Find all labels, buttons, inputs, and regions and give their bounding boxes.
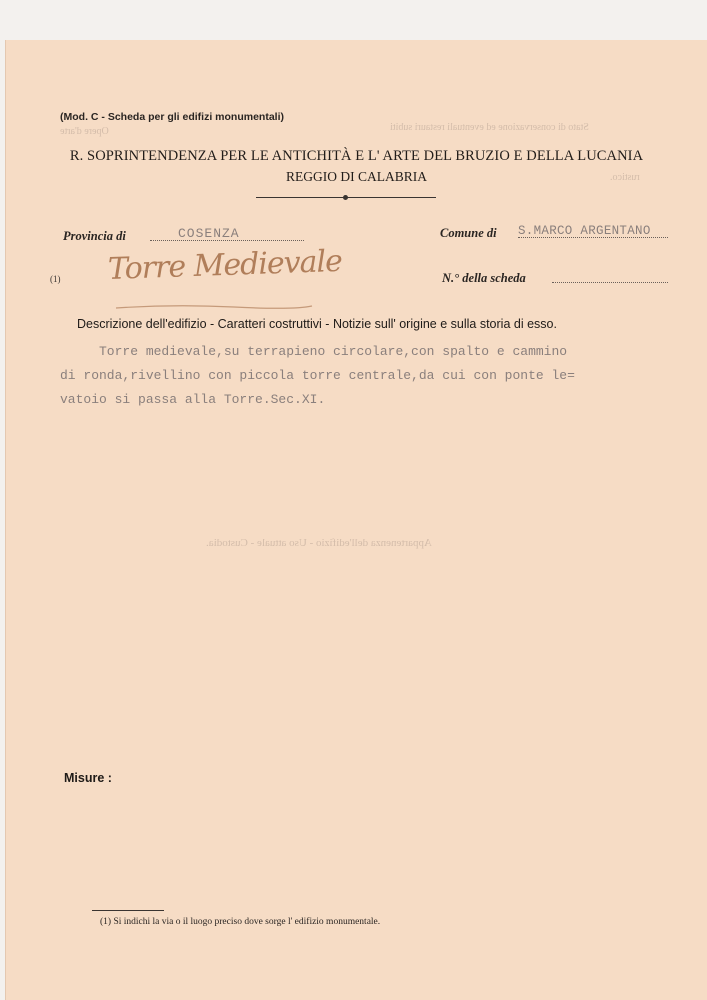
measures-label: Misure : <box>64 771 112 785</box>
typed-line: vatoio si passa alla Torre.Sec.XI. <box>60 392 326 407</box>
scheda-dotted-line <box>552 282 668 283</box>
handwriting-flourish <box>114 302 314 312</box>
bleed-through-text: Opere d'arte <box>60 126 109 137</box>
institution-heading: R. SOPRINTENDENZA PER LE ANTICHITÀ E L' ARTE DEL BRUZIO E DELLA LUCANIA <box>69 148 644 164</box>
form-model-label: (Mod. C - Scheda per gli edifizi monumentali) <box>60 111 285 123</box>
institution-city: REGGIO DI CALABRIA <box>286 169 427 184</box>
typed-line: Torre medievale,su terrapieno circolare,con spalto e cammino <box>60 344 568 359</box>
scheda-number-label: N.° della scheda <box>442 271 526 285</box>
bleed-through-text: rustico. <box>610 172 640 183</box>
location-handwritten: Torre Medievale <box>107 243 343 287</box>
heading-rule <box>256 195 436 201</box>
provincia-label: Provincia di <box>63 229 126 243</box>
document-sheet <box>6 40 707 1000</box>
footnote-marker: (1) <box>50 274 61 284</box>
bleed-through-text: Stato di conservazione ed eventuali restauri subiti <box>390 122 589 133</box>
footnote-text: (1) Si indichi la via o il luogo preciso dove sorge l' edifizio monumentale. <box>100 917 381 927</box>
typed-line: di ronda,rivellino con piccola torre centrale,da cui con ponte le= <box>60 368 575 383</box>
comune-value: S.MARCO ARGENTANO <box>518 224 651 238</box>
description-typed-text <box>60 340 575 412</box>
bleed-through-text: Appartenenza dell'edifizio - Uso attuale - Custodia. <box>206 537 432 549</box>
comune-label: Comune di <box>440 226 497 240</box>
description-label: Descrizione dell'edifizio - Caratteri costruttivi - Notizie sull' origine e sulla storia di esso. <box>77 317 557 331</box>
footnote-rule <box>92 910 164 911</box>
provincia-value: COSENZA <box>178 226 240 241</box>
